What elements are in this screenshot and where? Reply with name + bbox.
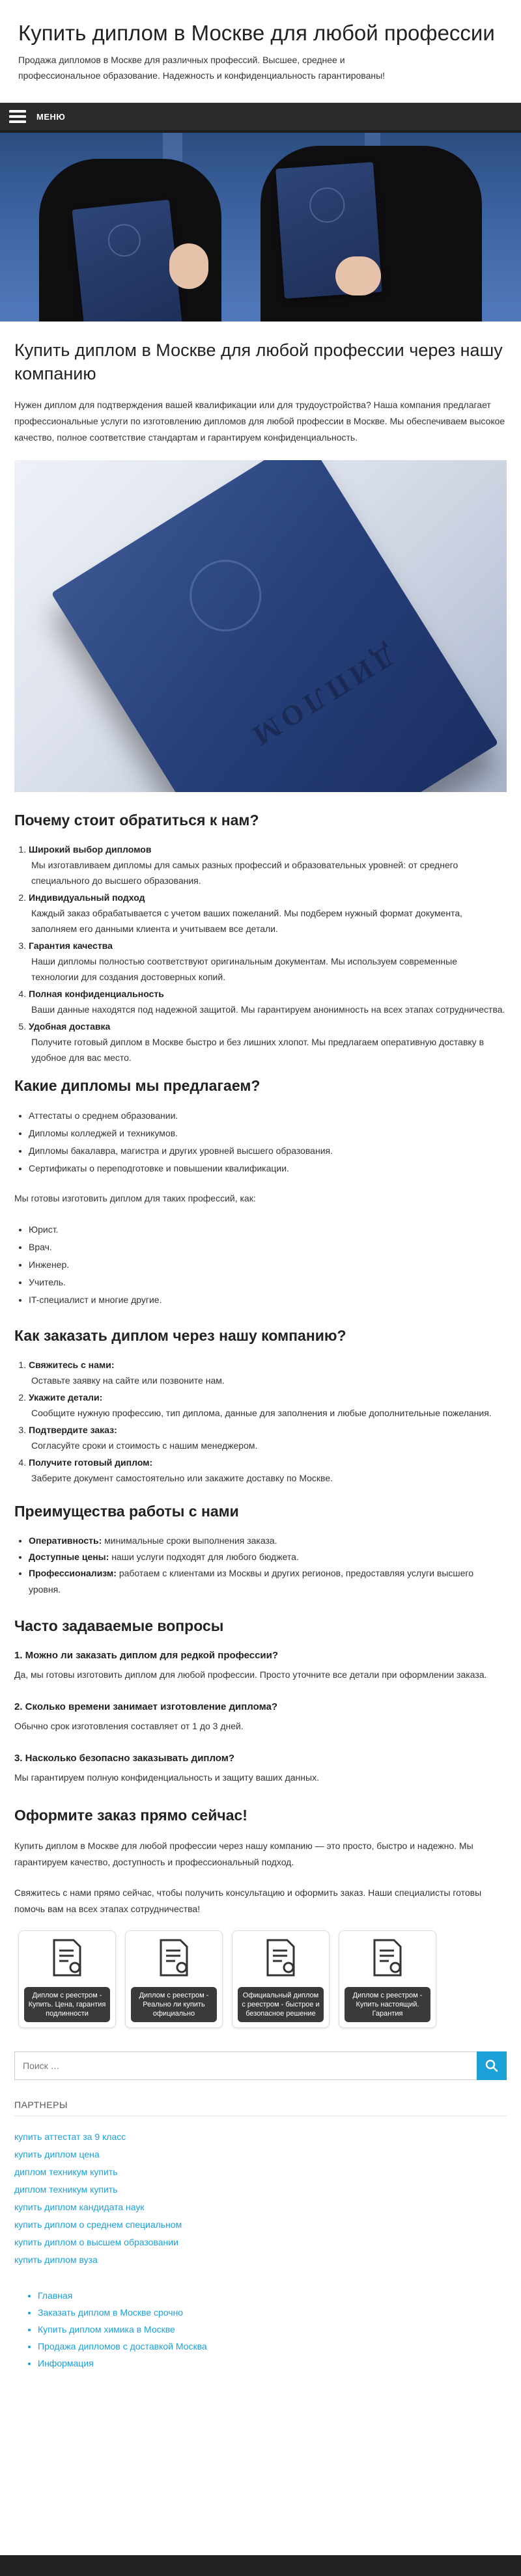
list-item [29, 938, 507, 985]
partner-link[interactable]: купить диплом о среднем специальном [14, 2219, 182, 2230]
faq-answer: Мы гарантируем полную конфиденциальность и защиту ваших данных. [14, 1772, 319, 1783]
item-title: Индивидуальный подход [29, 892, 145, 903]
related-card[interactable] [339, 1930, 436, 2028]
item-title: Полная конфиденциальность [29, 989, 164, 999]
certificate-icon [264, 1939, 298, 1977]
item-text: Заберите документ самостоятельно или закажите доставку по Москве. [31, 1473, 333, 1483]
emblem-icon [308, 186, 346, 224]
hero-hand [335, 256, 381, 295]
advantages-heading: Преимущества работы с нами [14, 1503, 239, 1520]
search-input[interactable] [14, 2051, 477, 2080]
list-item: • Врач. [29, 1239, 507, 1256]
list-item [29, 1357, 507, 1388]
faq-question: 2. Сколько времени занимает изготовление диплома? [14, 1701, 278, 1712]
partners-links [14, 2128, 507, 2269]
item-title: Получите готовый диплом: [29, 1457, 153, 1468]
professions-list [14, 1221, 507, 1309]
partners-title: ПАРТНЕРЫ [14, 2100, 507, 2117]
search-icon [485, 2059, 498, 2072]
how-heading: Как заказать диплом через нашу компанию? [14, 1327, 346, 1344]
article-intro: Нужен диплом для подтверждения вашей квалификации или для трудоустройства? Наша компания предлагает профессиональные услуги по изготовлению дипломов для любой профессии в Москве. Мы обеспечиваем высокое качество, полное соответствие стандартам и гарантируем конфиденциальность. [14, 400, 505, 443]
related-card[interactable] [232, 1930, 330, 2028]
related-card[interactable] [18, 1930, 116, 2028]
certificate-icon [157, 1939, 191, 1977]
bottom-nav-item [38, 2338, 507, 2355]
main-navigation [0, 103, 521, 133]
list-item: • Юрист. [29, 1221, 507, 1239]
hero-image [0, 133, 521, 322]
item-text: работаем с клиентами из Москвы и других регионов, предоставляя услуги высшего уровня. [29, 1568, 473, 1595]
partner-link[interactable]: купить диплом вуза [14, 2254, 98, 2265]
partner-link[interactable]: купить аттестат за 9 класс [14, 2131, 126, 2142]
diploma-types-list [14, 1107, 507, 1177]
menu-toggle-label[interactable]: МЕНЮ [36, 111, 66, 122]
list-item [29, 890, 507, 937]
related-cards [18, 1930, 507, 2028]
article-title: Купить диплом в Москве для любой профессии через нашу компанию [14, 340, 503, 383]
bottom-nav-item [38, 2355, 507, 2372]
bottom-nav-link[interactable]: Информация [38, 2358, 94, 2368]
why-heading: Почему стоит обратиться к нам? [14, 812, 259, 829]
site-description: Продажа дипломов в Москве для различных профессий. Высшее, среднее и профессиональное образование. Надежность и конфиденциальность гарантированы! [18, 55, 386, 81]
list-item: • Инженер. [29, 1256, 507, 1274]
faq-answer: Да, мы готовы изготовить диплом для любой профессии. Просто уточните все детали при оформлении заказа. [14, 1669, 487, 1680]
bottom-nav-link[interactable]: Продажа дипломов с доставкой Москва [38, 2341, 207, 2351]
coat-of-arms-icon [176, 546, 275, 645]
list-item: • Дипломы колледжей и техникумов. [29, 1125, 507, 1142]
how-list [14, 1357, 507, 1486]
list-item [29, 842, 507, 888]
related-card[interactable] [125, 1930, 223, 2028]
bottom-nav-item [38, 2287, 507, 2304]
faq-question: 1. Можно ли заказать диплом для редкой профессии? [14, 1650, 279, 1661]
order-paragraph: Купить диплом в Москве для любой профессии через нашу компанию — это просто, быстро и надежно. Мы гарантируем качество, доступность и профессиональный подход. [14, 1841, 473, 1867]
partner-link[interactable]: купить диплом кандидата наук [14, 2202, 145, 2212]
bottom-navigation [14, 2287, 507, 2372]
partner-link[interactable]: купить диплом о высшем образовании [14, 2237, 178, 2247]
faq-heading: Часто задаваемые вопросы [14, 1617, 224, 1634]
order-heading: Оформите заказ прямо сейчас! [14, 1807, 247, 1824]
diploma-cover-word: ДИПЛОМ [242, 639, 401, 755]
search-button[interactable] [477, 2051, 507, 2080]
advantages-list [14, 1533, 507, 1598]
item-text: Каждый заказ обрабатывается с учетом ваших пожеланий. Мы подберем нужный формат документа, заполняем его данными клиента и учитываем все детали. [31, 908, 463, 934]
faq-question: 3. Насколько безопасно заказывать диплом? [14, 1753, 235, 1764]
list-item: • IT-специалист и многие другие. [29, 1291, 507, 1309]
diploma-cover [51, 460, 499, 792]
card-label[interactable]: Диплом с реестром - Купить. Цена, гарантия подлинности [24, 1987, 110, 2022]
list-item [29, 1422, 507, 1453]
bottom-nav-item [38, 2321, 507, 2338]
list-item: • Дипломы бакалавра, магистра и других уровней высшего образования. [29, 1142, 507, 1160]
hamburger-menu-icon[interactable] [9, 110, 26, 123]
list-item [29, 1455, 507, 1486]
main-content [0, 338, 521, 2372]
item-title: Свяжитесь с нами: [29, 1360, 115, 1370]
item-title: Профессионализм: [29, 1568, 117, 1578]
list-item [29, 1533, 507, 1549]
item-text: Оставьте заявку на сайте или позвоните нам. [31, 1375, 225, 1386]
list-item [29, 986, 507, 1017]
hero-diploma-left [72, 200, 182, 322]
item-title: Подтвердите заказ: [29, 1425, 117, 1435]
item-text: Согласуйте сроки и стоимость с нашим менеджером. [31, 1440, 258, 1451]
diploma-photo [14, 460, 507, 792]
item-text: Мы изготавливаем дипломы для самых разных профессий и образовательных уровней: от среднего специального до высшего образования. [31, 860, 458, 886]
bottom-nav-item [38, 2304, 507, 2321]
card-label[interactable]: Диплом с реестром - Купить настоящий. Гарантия [345, 1987, 430, 2022]
item-text: минимальные сроки выполнения заказа. [102, 1535, 277, 1546]
item-text: наши услуги подходят для любого бюджета. [109, 1552, 299, 1562]
certificate-icon [50, 1939, 84, 1977]
card-label[interactable]: Диплом с реестром - Реально ли купить официально [131, 1987, 217, 2022]
list-item [29, 1549, 507, 1565]
emblem-icon [106, 223, 142, 258]
item-title: Широкий выбор дипломов [29, 844, 152, 855]
item-title: Оперативность: [29, 1535, 102, 1546]
bottom-nav-link[interactable]: Главная [38, 2290, 73, 2301]
partner-link[interactable]: купить диплом цена [14, 2149, 100, 2159]
site-title[interactable]: Купить диплом в Москве для любой профессии [18, 21, 495, 45]
site-footer [0, 2555, 521, 2576]
bottom-nav-link[interactable]: Заказать диплом в Москве срочно [38, 2307, 184, 2318]
item-text: Сообщите нужную профессию, тип диплома, данные для заполнения и любые дополнительные пожелания. [31, 1408, 492, 1418]
faq-list [14, 1649, 507, 1786]
certificate-icon [371, 1939, 404, 1977]
item-title: Укажите детали: [29, 1392, 103, 1403]
which-heading: Какие дипломы мы предлагаем? [14, 1077, 260, 1094]
item-text: Наши дипломы полностью соответствуют оригинальным документам. Мы используем современные технологии для создания достоверных копий. [31, 956, 457, 982]
list-item [29, 1565, 507, 1598]
why-list [14, 842, 507, 1065]
bottom-nav-link[interactable]: Купить диплом химика в Москве [38, 2324, 175, 2335]
list-item: • Сертификаты о переподготовке и повышении квалификации. [29, 1160, 507, 1177]
list-item: • Учитель. [29, 1274, 507, 1291]
list-item [29, 1390, 507, 1421]
order-paragraph: Свяжитесь с нами прямо сейчас, чтобы получить консультацию и оформить заказ. Наши специалисты готовы помочь вам на всех этапах сотрудничества! [14, 1887, 482, 1914]
professions-intro: Мы готовы изготовить диплом для таких профессий, как: [14, 1193, 256, 1203]
partner-link[interactable]: диплом техникум купить [14, 2184, 118, 2195]
list-item: • Аттестаты о среднем образовании. [29, 1107, 507, 1125]
site-header [0, 0, 521, 103]
search-form [14, 2051, 507, 2080]
hero-hand [169, 243, 208, 289]
item-text: Получите готовый диплом в Москве быстро и без лишних хлопот. Мы предлагаем оперативную доставку в удобное для вас место. [31, 1037, 485, 1063]
list-item [29, 1019, 507, 1065]
card-label[interactable]: Официальный диплом с реестром - быстрое и безопасное решение [238, 1987, 324, 2022]
partner-link[interactable]: диплом техникум купить [14, 2167, 118, 2177]
item-text: Ваши данные находятся под надежной защитой. Мы гарантируем анонимность на всех этапах сотрудничества. [31, 1004, 505, 1015]
faq-answer: Обычно срок изготовления составляет от 1 до 3 дней. [14, 1721, 244, 1731]
item-title: Доступные цены: [29, 1552, 109, 1562]
item-title: Гарантия качества [29, 940, 113, 951]
item-title: Удобная доставка [29, 1021, 111, 1032]
